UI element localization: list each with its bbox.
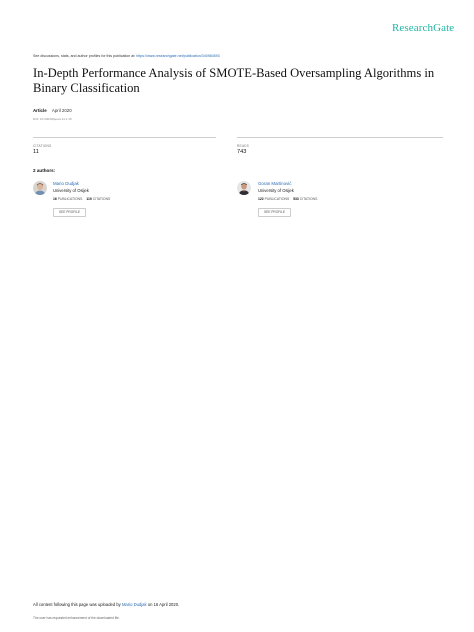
citations-divider	[33, 137, 216, 138]
reads-label: READS	[237, 144, 249, 148]
author-stats	[53, 197, 110, 201]
see-profile-button[interactable]: SEE PROFILE	[53, 208, 86, 217]
authors-heading: 2 authors:	[33, 168, 56, 173]
citations-label: CITATIONS	[33, 144, 52, 148]
author-photo-icon	[237, 181, 251, 195]
citations-count: 11	[33, 149, 39, 155]
reads-divider	[237, 137, 443, 138]
author-citations-label: CITATIONS	[299, 197, 318, 201]
see-profile-button[interactable]: SEE PROFILE	[258, 208, 291, 217]
author-affiliation: University of Osijek	[258, 188, 294, 193]
avatar[interactable]	[33, 181, 47, 195]
author-citations-label: CITATIONS	[92, 197, 111, 201]
article-date: April 2020	[51, 108, 72, 113]
author-name-link[interactable]: Mario Dudjak	[53, 181, 79, 186]
disclaimer-text: See discussions, stats, and author profiles for this publication at:	[33, 54, 137, 58]
author-citations-count: 119	[86, 197, 92, 201]
article-meta	[33, 108, 72, 113]
author-publications-label: PUBLICATIONS	[57, 197, 83, 201]
author-publications-count: 122	[258, 197, 264, 201]
article-doi: DOI: 10.33043/ijeecs.11.1.15	[33, 117, 72, 121]
author-publications-label: PUBLICATIONS	[264, 197, 290, 201]
upload-notice-prefix: All content following this page was uploaded by	[33, 602, 122, 607]
author-stats	[258, 197, 317, 201]
author-publications-count: 16	[53, 197, 57, 201]
paper-title: In-Depth Performance Analysis of SMOTE-Based Oversampling Algorithms in Binary Classification	[33, 66, 435, 95]
upload-notice	[33, 602, 179, 607]
reads-count: 743	[237, 149, 247, 155]
author-photo-icon	[33, 181, 47, 195]
publication-link[interactable]: https://www.researchgate.net/publication/340984593	[136, 54, 220, 58]
enhancement-note: The user has requested enhancement of the downloaded file.	[33, 616, 120, 620]
avatar[interactable]	[237, 181, 251, 195]
disclaimer-line	[33, 54, 220, 58]
researchgate-logo[interactable]: ResearchGate	[392, 22, 455, 34]
article-type: Article	[33, 108, 47, 113]
upload-notice-suffix: on 16 April 2020.	[146, 602, 180, 607]
author-citations-count: 533	[293, 197, 299, 201]
author-affiliation: University of Osijek	[53, 188, 89, 193]
author-name-link[interactable]: Goran Martinović	[258, 181, 292, 186]
uploader-link[interactable]: Mario Dudjak	[121, 602, 147, 607]
